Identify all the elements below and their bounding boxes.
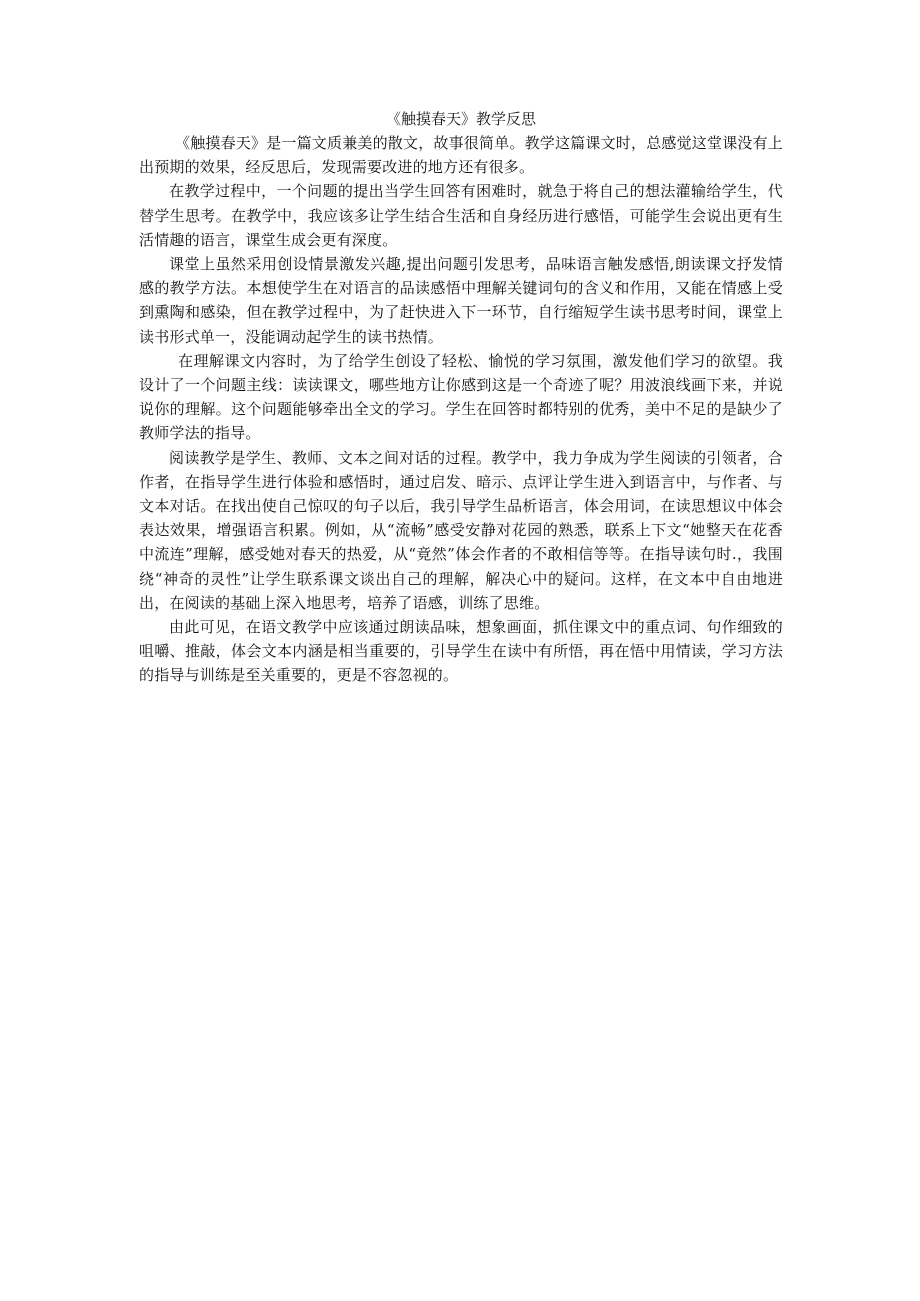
paragraph-5: 阅读教学是学生、教师、文本之间对话的过程。教学中，我力争成为学生阅读的引领者，合作者，在指导学生进行体验和感悟时，通过启发、暗示、点评让学生进入到语言中，与作者、与文本对话。在找出使自己惊叹的句子以后，我引导学生品析语言，体会用词，在读思想议中体会表达效果，增强语言积累。例如，从“流畅”感受安静对花园的熟悉，联系上下文“她整天在花香中流连”理解，感受她对春天的热爱，从“竟然”体会作者的不敢相信等等。在指导读句时.，我围绕“神奇的灵性”让学生联系课文谈出自己的理解，解决心中的疑问。这样，在文本中自由地进出，在阅读的基础上深入地思考，培养了语感，训练了思维。 bbox=[139, 448, 783, 612]
paragraph-4: 在理解课文内容时，为了给学生创设了轻松、愉悦的学习氛围，激发他们学习的欲望。我设计了一个问题主线：读读课文，哪些地方让你感到这是一个奇迹了呢？用波浪线画下来，并说说你的理解。这个问题能够牵出全文的学习。学生在回答时都特别的优秀，美中不足的是缺少了教师学法的指导。 bbox=[139, 351, 783, 443]
document-title: 《触摸春天》教学反思 bbox=[385, 110, 536, 128]
paragraph-6: 由此可见，在语文教学中应该通过朗读品味，想象画面，抓住课文中的重点词、句作细致的咀嚼、推敲，体会文本内涵是相当重要的，引导学生在读中有所悟，再在悟中用情读，学习方法的指导与训练是至关重要的，更是不容忽视的。 bbox=[139, 618, 783, 685]
paragraph-2: 在教学过程中，一个问题的提出当学生回答有困难时，就急于将自己的想法灌输给学生，代替学生思考。在教学中，我应该多让学生结合生活和自身经历进行感悟，可能学生会说出更有生活情趣的语言，课堂生成会更有深度。 bbox=[139, 182, 783, 249]
paragraph-3: 课堂上虽然采用创设情景激发兴趣,提出问题引发思考，品味语言触发感悟,朗读课文抒发情感的教学方法。本想使学生在对语言的品读感悟中理解关键词句的含义和作用，又能在情感上受到熏陶和感染，但在教学过程中，为了赶快进入下一环节，自行缩短学生读书思考时间，课堂上读书形式单一，没能调动起学生的读书热情。 bbox=[139, 255, 783, 346]
document-body bbox=[139, 107, 783, 688]
paragraph-1: 《触摸春天》是一篇文质兼美的散文，故事很简单。教学这篇课文时，总感觉这堂课没有上出预期的效果，经反思后，发现需要改进的地方还有很多。 bbox=[139, 134, 784, 177]
